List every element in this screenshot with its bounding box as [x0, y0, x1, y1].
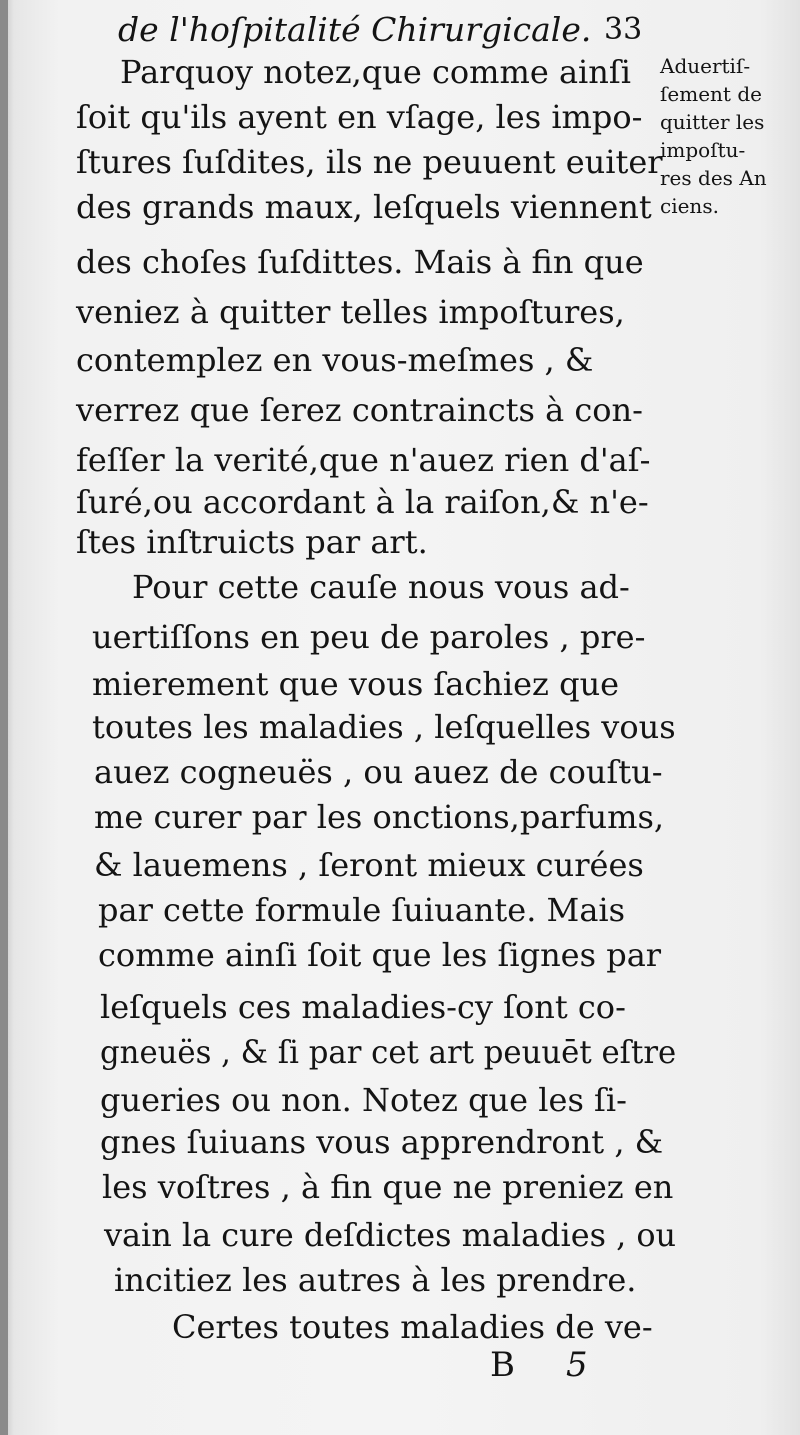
margin-note-line: ciens.: [660, 194, 719, 218]
text-line: par cette formule ſuiuante. Mais: [98, 891, 626, 929]
text-line: les voſtres , à fin que ne preniez en: [102, 1168, 674, 1206]
page-number: 33: [604, 12, 643, 47]
page-footer: [480, 1340, 680, 1390]
margin-note-line: ſement de: [660, 82, 762, 106]
margin-note-line: Aduertiſ-: [660, 54, 751, 78]
text-line: verrez que ſerez contraincts à con-: [76, 391, 643, 429]
text-line: toutes les maladies , leſquelles vous: [92, 708, 676, 746]
text-line: leſquels ces maladies-cy ſont co-: [100, 988, 626, 1026]
text-line: vain la cure deſdictes maladies , ou: [104, 1216, 677, 1254]
text-line: & lauemens , ſeront mieux curées: [94, 846, 644, 884]
text-line: Pour cette cauſe nous vous ad-: [132, 568, 630, 606]
text-line: des choſes ſuſdittes. Mais à fin que: [76, 243, 644, 281]
text-line: ſtures ſuſdites, ils ne peuuent euiter: [76, 143, 663, 181]
text-line: uertiſſons en peu de paroles , pre-: [92, 618, 646, 656]
page-header: [118, 12, 678, 48]
margin-note-line: impoſtu-: [660, 138, 746, 162]
text-line: gnes ſuiuans vous apprendront , &: [100, 1123, 664, 1161]
text-line: contemplez en vous-meſmes , &: [76, 341, 594, 379]
text-line: gneuës , & ſi par cet art peuuēt eſtre: [100, 1033, 677, 1071]
text-line: veniez à quitter telles impoſtures,: [76, 293, 625, 331]
text-line: Certes toutes maladies de ve-: [172, 1308, 653, 1346]
text-line: mierement que vous ſachiez que: [92, 665, 620, 703]
text-line: ſoit qu'ils ayent en vſage, les impo-: [76, 98, 643, 136]
text-line: incitiez les autres à les prendre.: [114, 1261, 637, 1299]
text-line: me curer par les onctions,parfums,: [94, 798, 665, 836]
running-title: de l'hoſpitalité Chirurgicale.: [118, 10, 592, 49]
text-line: gueries ou non. Notez que les ſi-: [100, 1081, 627, 1119]
text-line: comme ainſi ſoit que les ſignes par: [98, 936, 662, 974]
text-line: ſuré,ou accordant à la raiſon,& n'e-: [76, 483, 649, 521]
text-line: feſſer la verité,que n'auez rien d'aſ-: [76, 441, 651, 479]
margin-note-line: res des An: [660, 166, 767, 190]
text-line: Parquoy notez,que comme ainſi: [120, 53, 631, 91]
page-binding-edge: [0, 0, 8, 1435]
signature-number: 5: [566, 1345, 588, 1385]
signature-letter: B: [490, 1345, 515, 1385]
text-line: des grands maux, leſquels viennent: [76, 188, 652, 226]
margin-note-line: quitter les: [660, 110, 765, 134]
text-line: ſtes inſtruicts par art.: [76, 523, 428, 561]
text-line: auez cogneuës , ou auez de couſtu-: [94, 753, 663, 791]
